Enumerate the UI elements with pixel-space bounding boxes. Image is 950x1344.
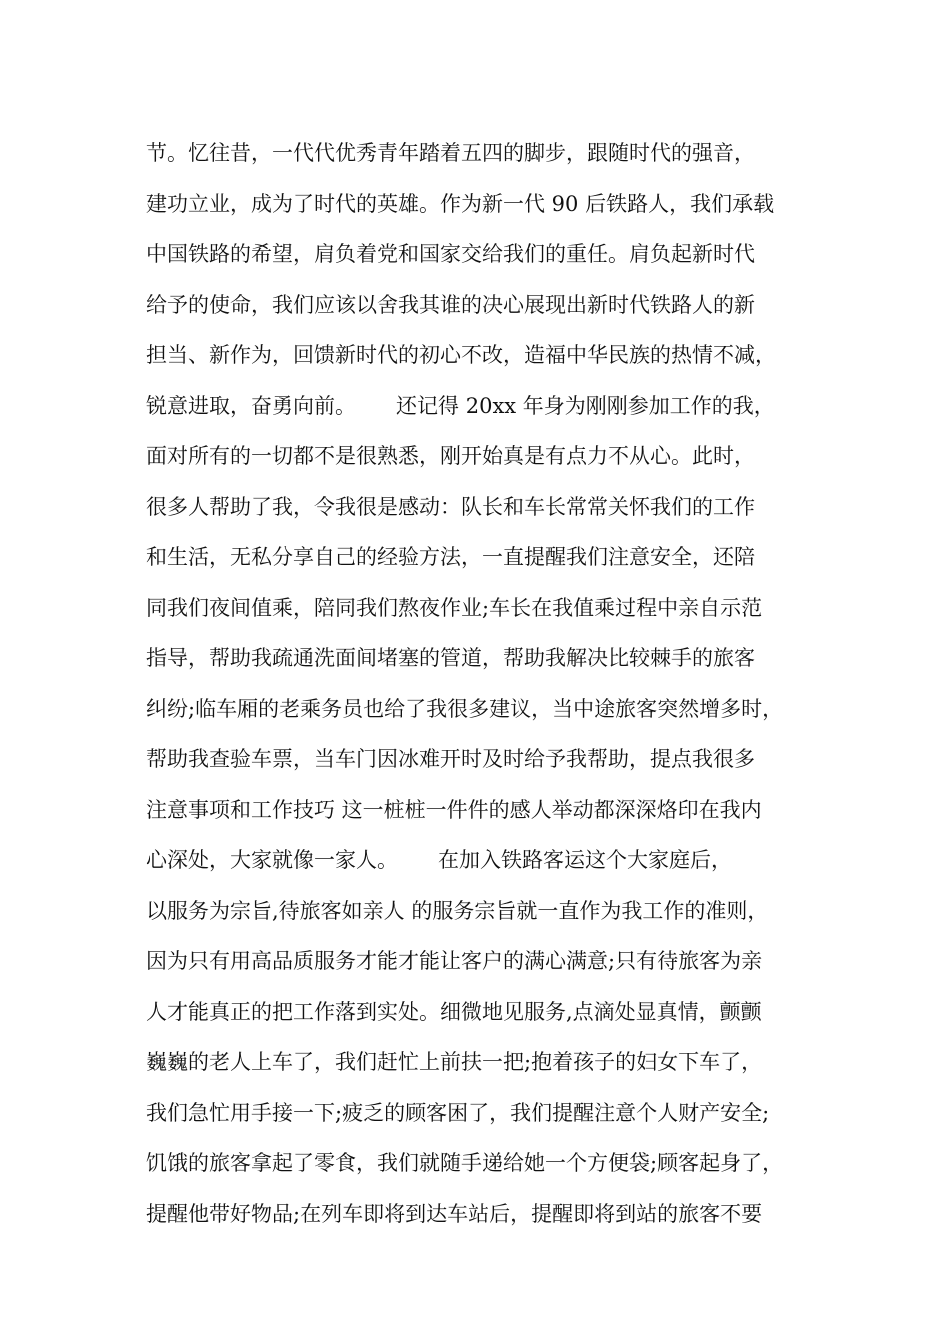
text-line: 提醒他带好物品;在列车即将到达车站后，提醒即将到站的旅客不要 [146,1201,763,1226]
text-line: 给予的使命，我们应该以舍我其谁的决心展现出新时代铁路人的新 [146,292,755,317]
text-line: 人才能真正的把工作落到实处。细微地见服务,点滴处显真情，颤颤 [146,999,762,1024]
text-line: 锐意进取，奋勇向前。 还记得 20xx 年身为刚刚参加工作的我， [146,393,775,418]
text-line: 面对所有的一切都不是很熟悉，刚开始真是有点力不从心。此时， [146,444,755,468]
text-line: 担当、新作为，回馈新时代的初心不改，造福中华民族的热情不减， [146,343,776,367]
text-line: 指导，帮助我疏通洗面间堵塞的管道，帮助我解决比较棘手的旅客 [146,646,755,670]
text-line: 节。忆往昔，一代代优秀青年踏着五四的脚步，跟随时代的强音， [146,141,755,165]
text-line: 以服务为宗旨,待旅客如亲人 的服务宗旨就一直作为我工作的准则， [146,898,769,923]
text-line: 注意事项和工作技巧 这一桩桩一件件的感人举动都深深烙印在我内 [146,797,762,822]
text-line: 建功立业，成为了时代的英雄。作为新一代 90 后铁路人，我们承载 [146,191,775,216]
text-line: 很多人帮助了我，令我很是感动：队长和车长常常关怀我们的工作 [146,494,755,519]
text-line: 中国铁路的希望，肩负着党和国家交给我们的重任。肩负起新时代 [146,242,755,266]
body-text [146,128,826,1239]
text-line: 饥饿的旅客拿起了零食，我们就随手递给她一个方便袋;顾客起身了， [146,1151,784,1175]
text-line: 同我们夜间值乘，陪同我们熬夜作业;车长在我值乘过程中亲自示范 [146,595,763,620]
text-line: 我们急忙用手接一下;疲乏的顾客困了，我们提醒注意个人财产安全; [146,1100,770,1125]
text-line: 纠纷;临车厢的老乘务员也给了我很多建议，当中途旅客突然增多时， [146,696,784,721]
text-line: 因为只有用高品质服务才能才能让客户的满心满意;只有待旅客为亲 [146,949,763,973]
text-line: 巍巍的老人上车了，我们赶忙上前扶一把;抱着孩子的妇女下车了， [146,1050,763,1074]
text-line: 和生活，无私分享自己的经验方法，一直提醒我们注意安全，还陪 [146,545,755,569]
text-line: 帮助我查验车票，当车门因冰难开时及时给予我帮助，提点我很多 [146,747,755,771]
text-line: 心深处，大家就像一家人。 在加入铁路客运这个大家庭后， [146,848,733,872]
